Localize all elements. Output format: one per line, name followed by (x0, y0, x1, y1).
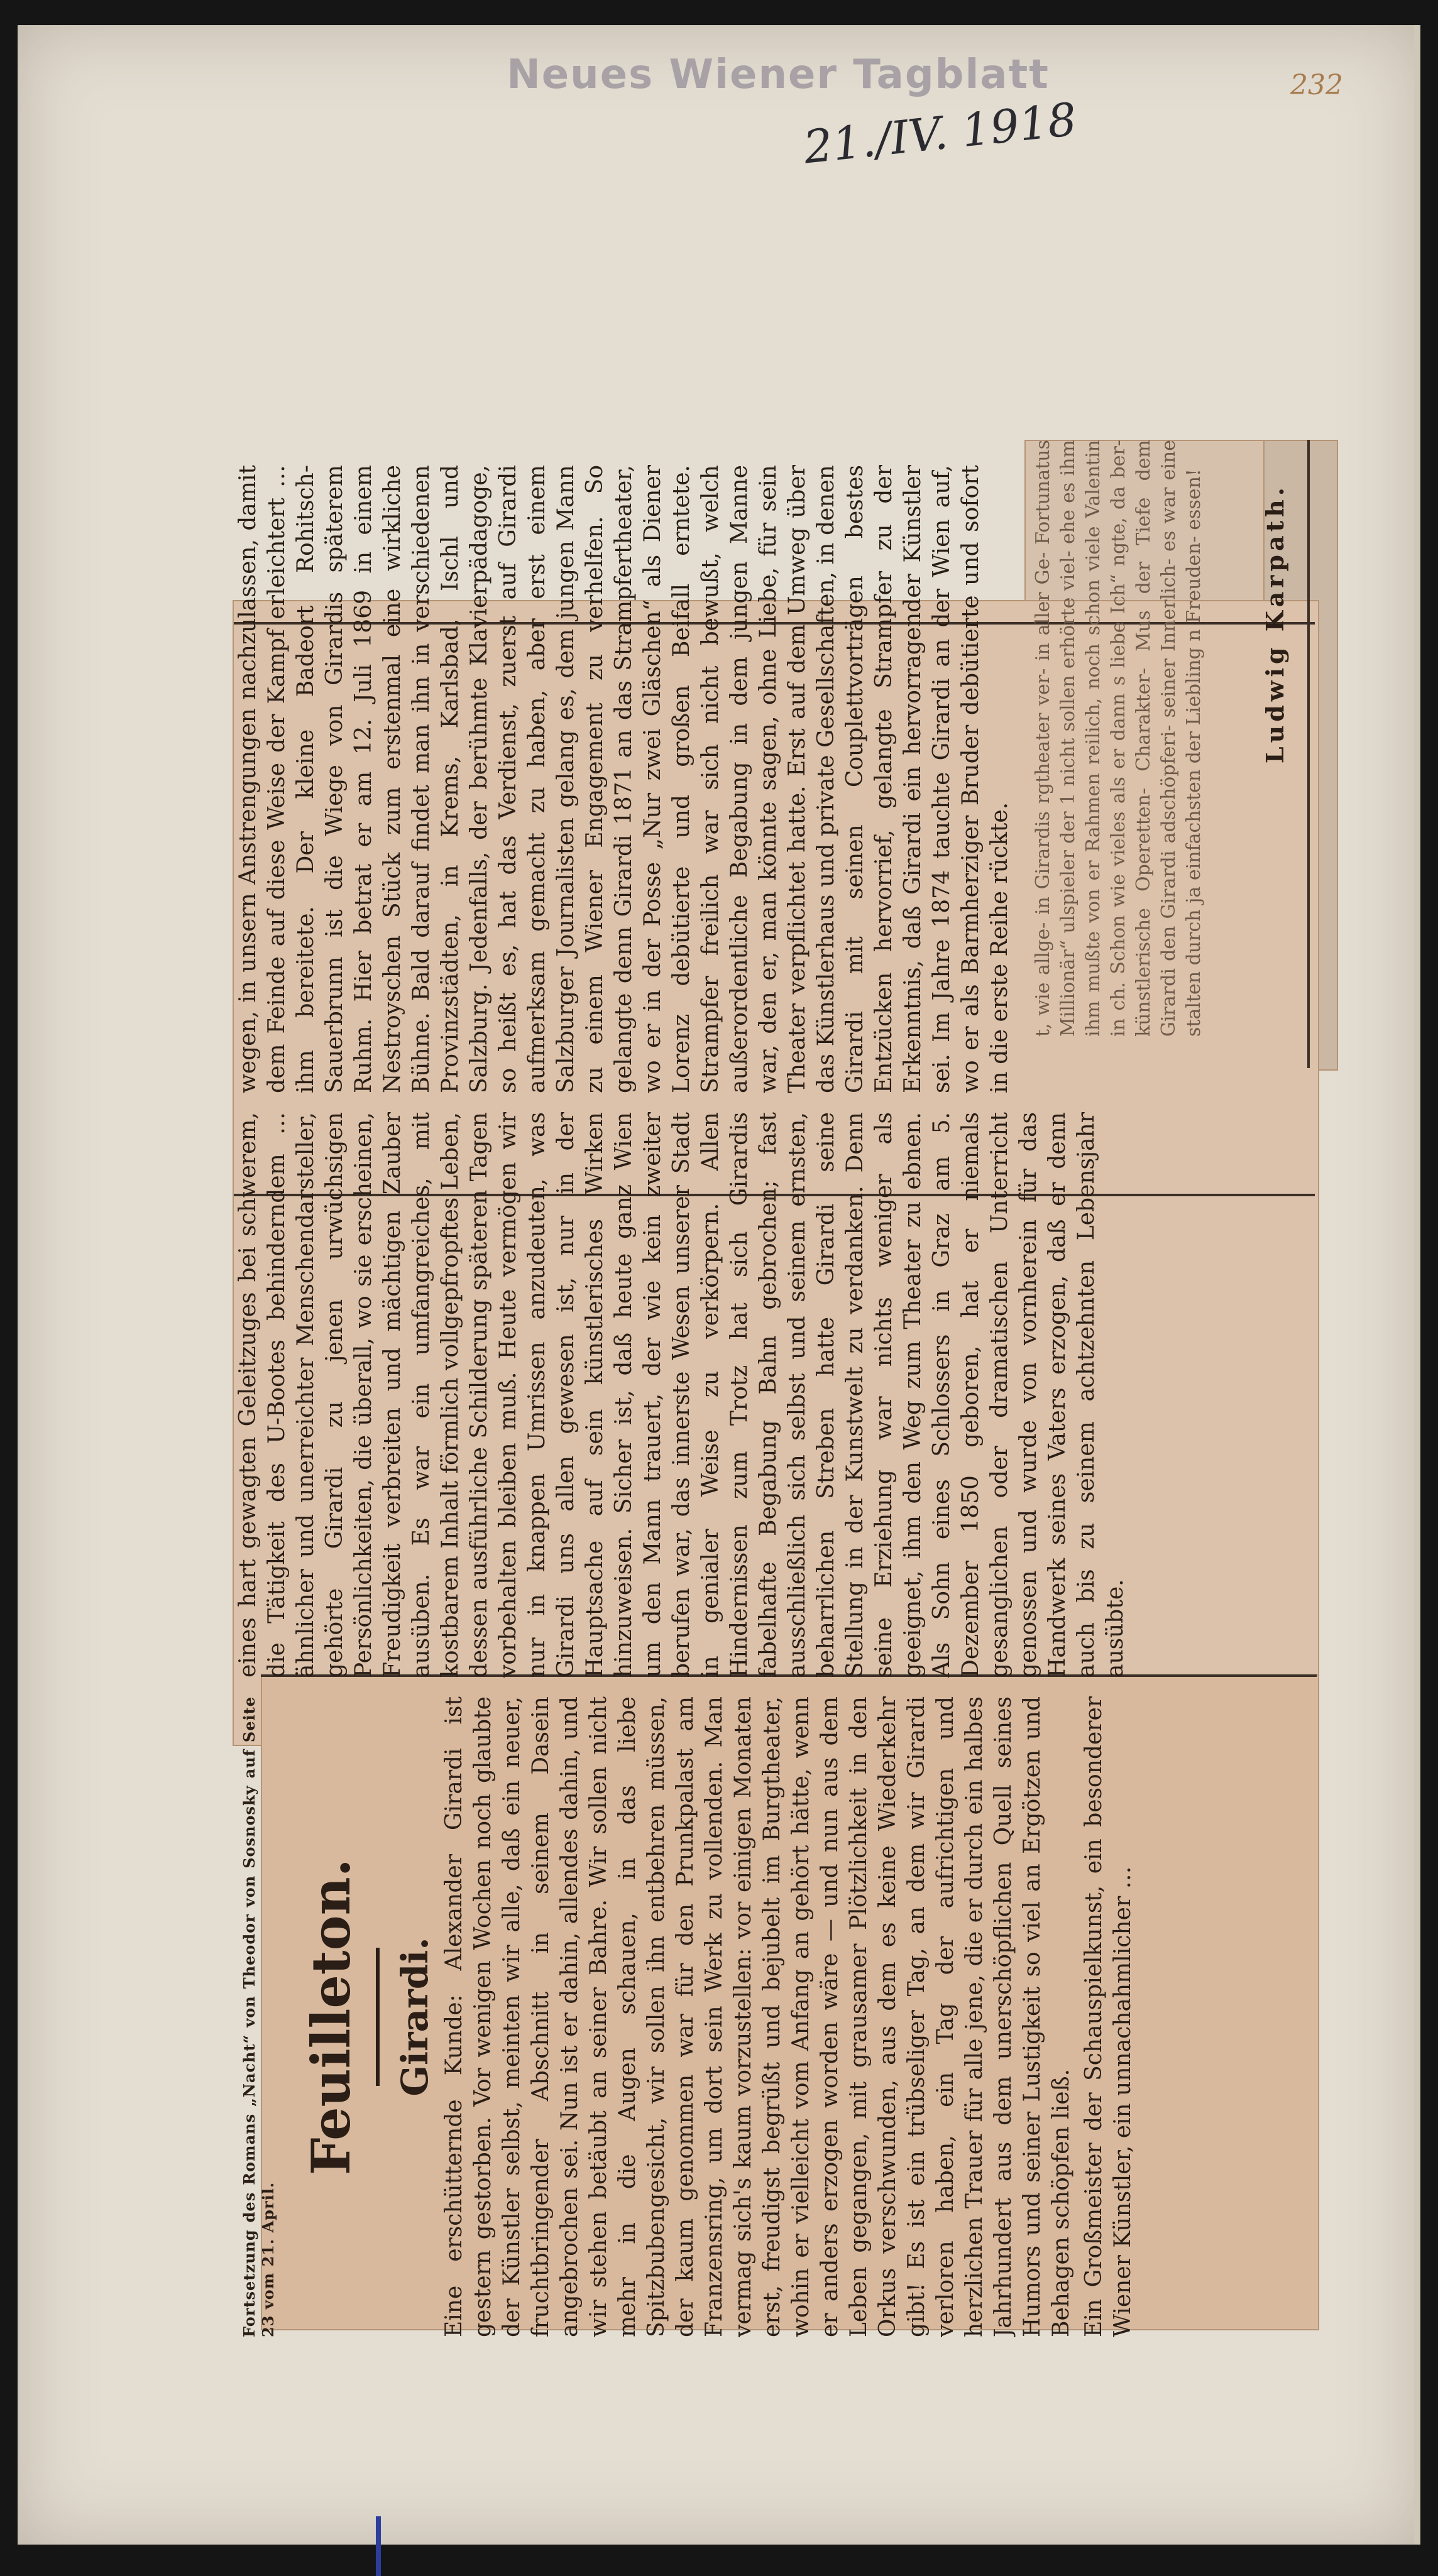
section-title: Feuilleton. (300, 1858, 362, 2175)
column-rule (1307, 440, 1310, 1068)
author-signature: Ludwig Karpath. (1261, 484, 1289, 764)
handwritten-date: 21./IV. 1918 (801, 92, 1079, 174)
article-column-1 (234, 1696, 1302, 2337)
title-divider (376, 1948, 380, 2086)
article-header (297, 1696, 440, 2337)
article-paragraph: Ein Großmeister der Schauspielkunst, ein besonderer Wiener Künstler, ein unnachahmlicher … (1081, 1696, 1136, 2337)
article-paragraph: wegen, in unsern Anstrengungen nachzulassen, damit dem Feinde auf diese Weise der Kampf erleichtert … ihm bereitete. Der kleine Badeort Rohitsch-Sauerbrunn ist die Wiege von Girardis späterem Ruhm. Hier betrat er am 12. Juli 1869 in einem Nestroyschen Stück zum erstenmal eine wirkliche Bühne. Bald darauf findet man ihn in verschiedenen Provinzstädten, in Krems, Karlsbad, Ischl und Salzburg. Jedenfalls, der berühmte Klavierpädagoge, so heißt es, hat das Verdienst, zuerst auf Girardi aufmerksam gemacht zu haben, aber erst einem Salzburger Journalisten gelang es, dem jungen Mann zu einem Wiener Engagement zu verhelfen. So gelangte denn Girardi 1871 an das Strampfertheater, wo er in der Posse „Nur zwei Gläschen“ als Diener Lorenz debütierte und großen Beifall erntete. Strampfer freilich war sich nicht bewußt, welch außerordentliche Begabung in dem jungen Manne war, den er, man könnte sagen, ohne Liebe, für sein Theater verpflichtet hatte. Erst auf dem Umweg über das Künstlerhaus und private Gesellschaften, in denen Girardi mit seinen Couplettvorträgen bestes Entzücken hervorrief, gelangte Strampfer zu der Erkenntnis, daß Girardi ein hervorragender Künstler sei. Im Jahre 1874 tauchte Girardi an der Wien auf, wo er als Barmherziger Bruder debütierte und sofort in die erste Reihe rückte. (235, 465, 1013, 1093)
article-title: Girardi. (393, 1937, 436, 2097)
article-column-4: t, wie allge- in Girardis rgtheater ver- in aller Ge- Fortunatus Millionär“ ulspieler der 1 nicht sollen erhörte viel- ehe es ihm ihm mußte von er Rahmen reilich, noch schon viele Valentin in ch. Schon wie vieles als er dann s liebe Ich“ ngte, da ber- künstlerische Operetten- Charakter- Mus der Tiefe dem Girardi den Girardi adschöpferi- seiner Innerlich- es war eine stalten durch ja einfachsten der Liebling n Freuden- essen! (1032, 440, 1205, 1037)
sheet-edge (1414, 25, 1420, 2545)
article-paragraph: eines hart gewagten Geleitzuges bei schwerem, die Tätigkeit des U-Bootes behinderndem … ähnlicher und unerreichter Menschendarsteller, gehörte Girardi zu jenen urwüchsigen Persönlichkeiten, die überall, wo sie erscheinen, Freudigkeit verbreiten und mächtigen Zauber ausüben. Es war ein umfangreiches, mit kostbarem Inhalt förmlich vollgepfropftes Leben, dessen ausführliche Schilderung späteren Tagen vorbehalten bleiben muß. Heute vermögen wir nur in knappen Umrissen anzudeuten, was Girardi uns allen gewesen ist, nur in der Hauptsache auf sein künstlerisches Wirken hinzuweisen. Sicher ist, daß heute ganz Wien um den Mann trauert, der wie kein zweiter berufen war, das innerste Wesen unserer Stadt in genialer Weise zu verkörpern. Allen Hindernissen zum Trotz hat sich Girardis fabelhafte Begabung Bahn gebrochen; fast ausschließlich sich selbst und seinem ernsten, beharrlichen Streben hatte Girardi seine Stellung in der Kunstwelt zu verdanken. Denn seine Erziehung war nichts weniger als geeignet, ihm den Weg zum Theater zu ebnen. Als Sohn eines Schlossers in Graz am 5. Dezember 1850 geboren, hat er niemals gesanglichen oder dramatischen Unterricht genossen und wurde von vornherein für das Handwerk seines Vaters erzogen, daß er denn auch bis zu seinem achtzehnten Lebensjahr ausübte. (235, 1112, 1128, 1678)
pencil-mark (376, 2516, 381, 2576)
article-column-2 (234, 1112, 1302, 1678)
continuation-notice: Fortsetzung des Romans „Nacht“ von Theodor von Sosnosky auf Seite 23 vom 21. April. (240, 1696, 277, 2337)
newspaper-stamp: Neues Wiener Tagblatt (507, 52, 1050, 98)
archive-number: 232 (1290, 69, 1343, 101)
article-paragraph: Eine erschütternde Kunde: Alexander Girardi ist gestern gestorben. Vor wenigen Wochen noch glaubte der Künstler selbst, meinten wir alle, daß ein neuer, fruchtbringender Abschnitt in seinem Dasein angebrochen sei. Nun ist er dahin, allendes dahin, und wir stehen betäubt an seiner Bahre. Wir sollen nicht mehr in die Augen schauen, in das liebe Spitzbubengesicht, wir sollen ihn entbehren müssen, der kaum genommen war für den Prunkpalast am Franzensring, um dort sein Werk zu vollenden. Man vermag sich's kaum vorzustellen: vor einigen Monaten erst, freudigst begrüßt und bejubelt im Burgtheater, wohin er vielleicht vom Anfang an gehört hätte, wenn er anders erzogen worden wäre — und nun aus dem Leben gegangen, mit grausamer Plötzlichkeit in den Orkus verschwunden, aus dem es keine Wiederkehr gibt! Es ist ein trübseliger Tag, an dem wir Girardi verloren haben, ein Tag der aufrichtigen und herzlichen Trauer für alle jene, die er durch ein halbes Jahrhundert aus dem unerschöpflichen Quell seines Humors und seiner Lustigkeit so viel an Ergötzen und Behagen schöpfen ließ. (441, 1696, 1074, 2337)
